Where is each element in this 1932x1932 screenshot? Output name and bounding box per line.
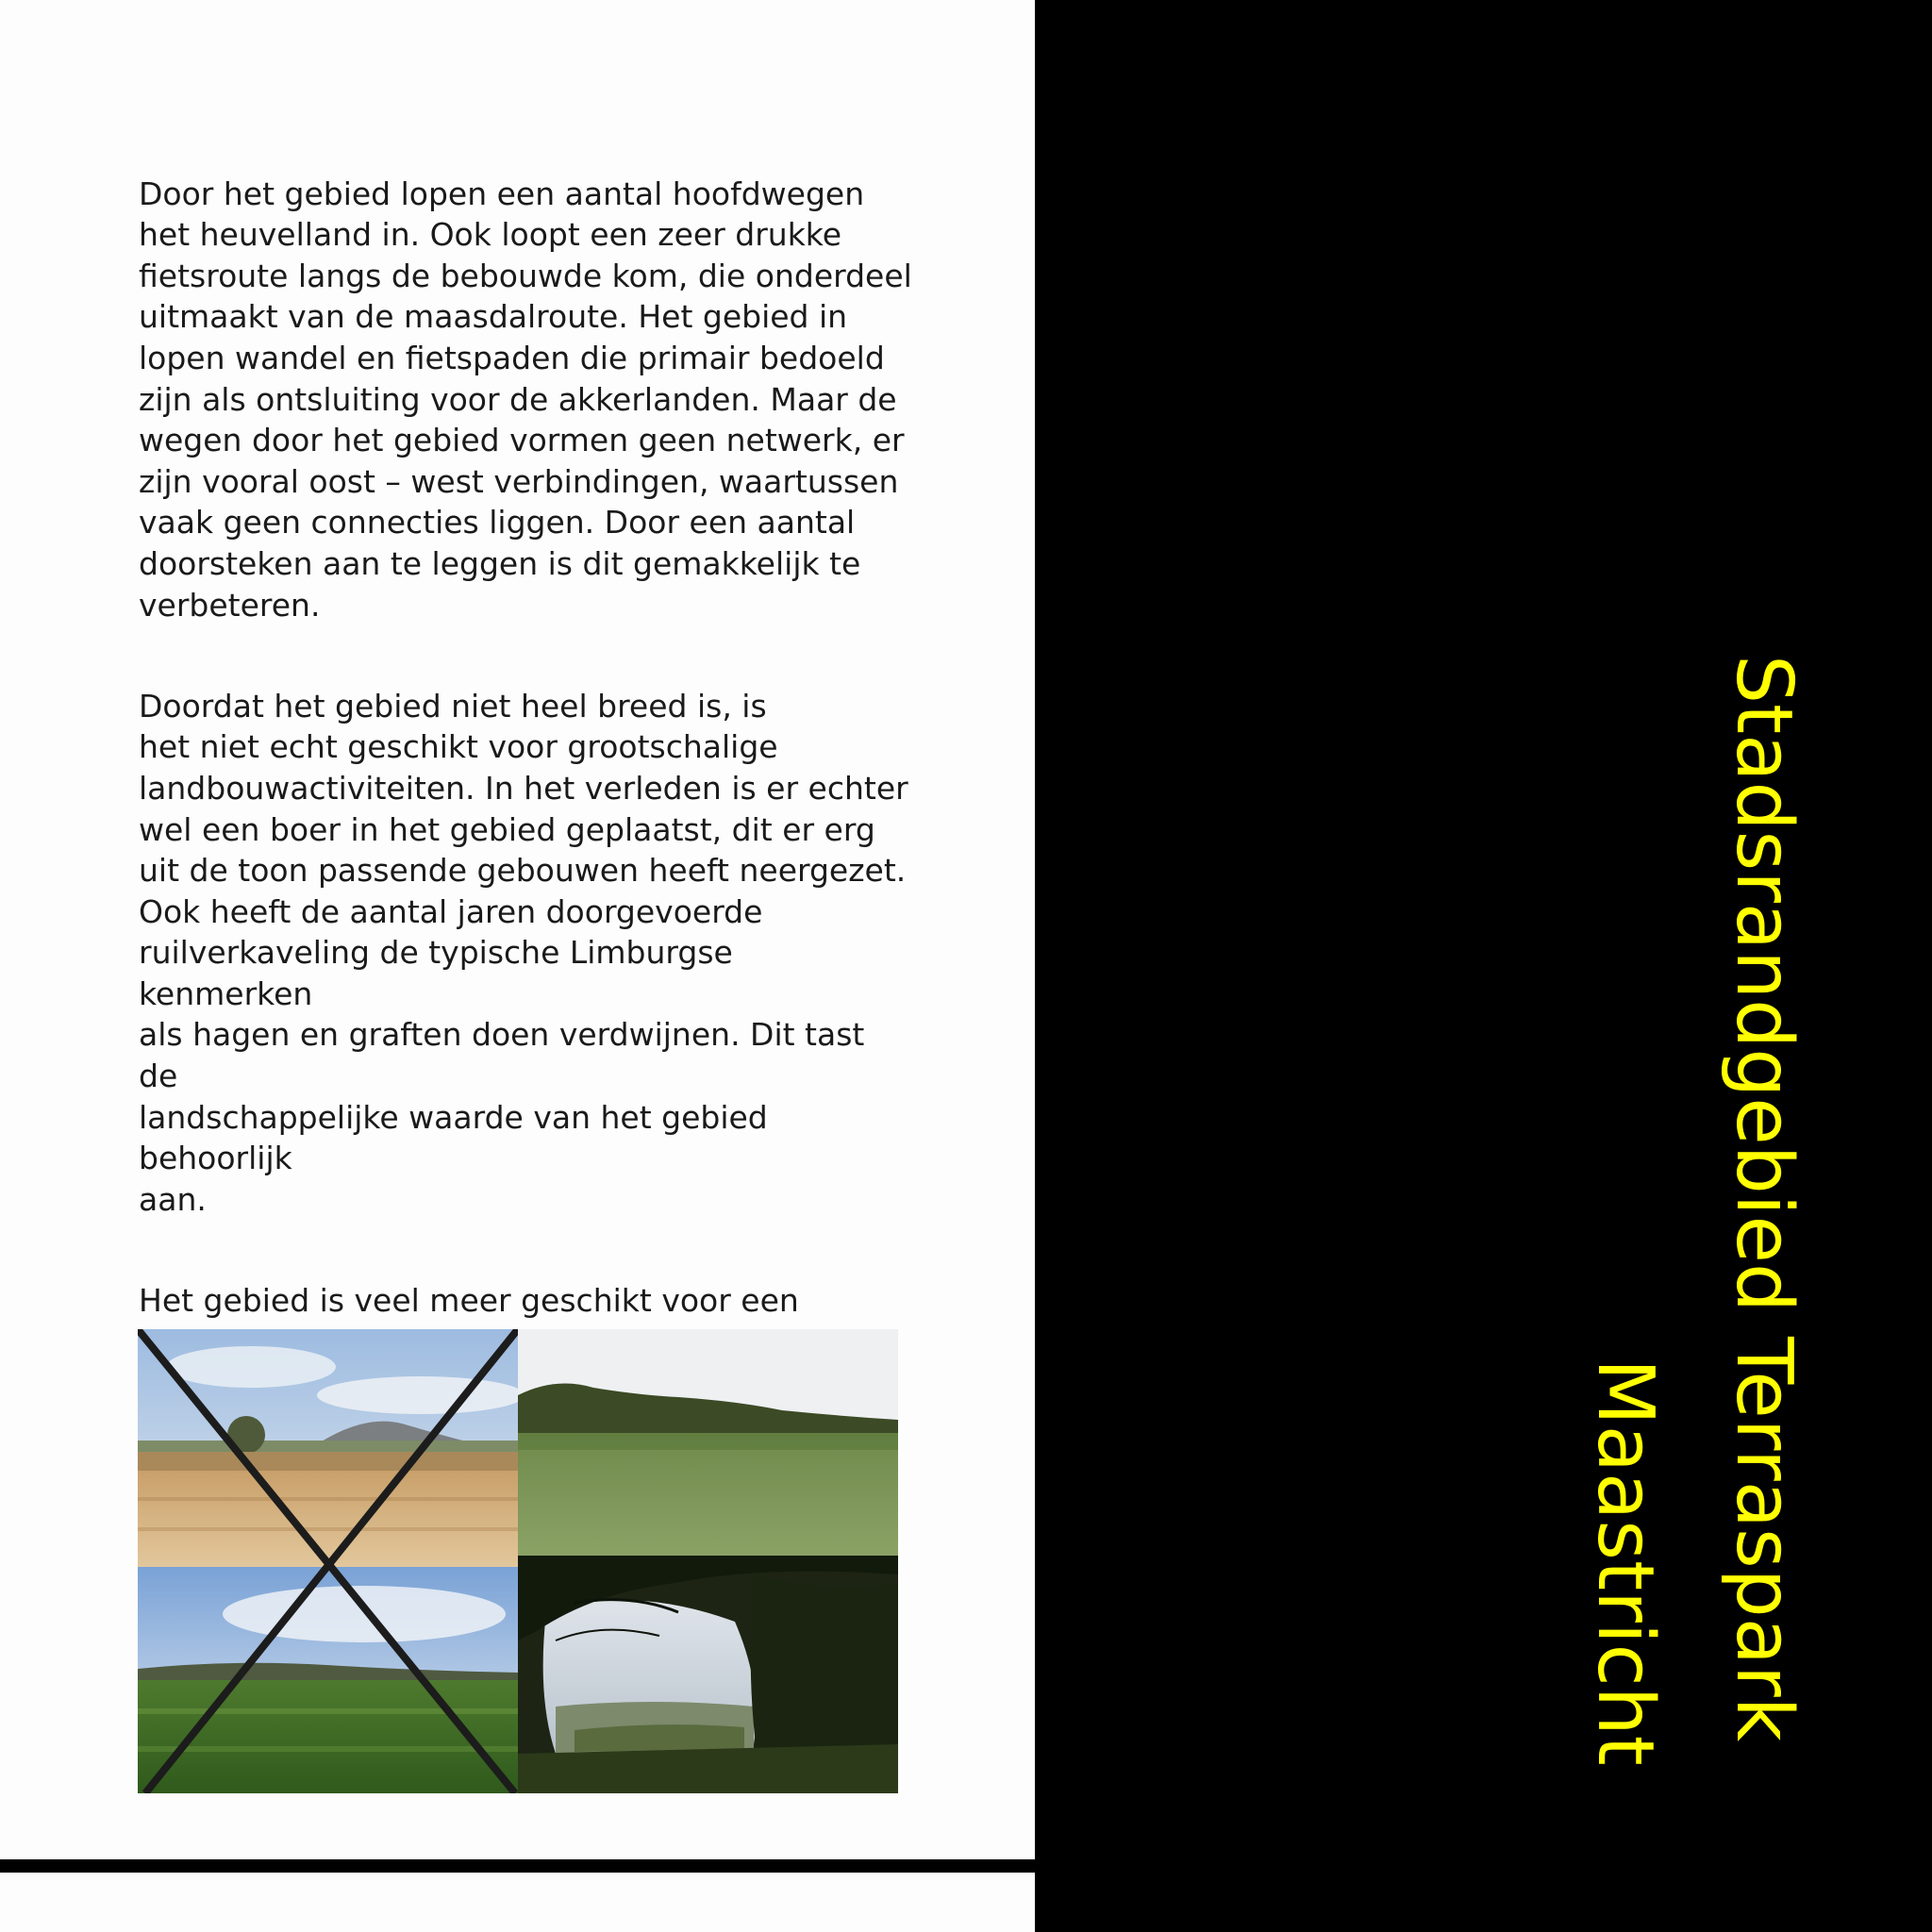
photo-green-meadow: [518, 1329, 898, 1556]
paragraph-2: Doordat het gebied niet heel breed is, is het niet echt geschikt voor grootschalige landbouwactiviteiten. In het verleden is er echter wel een boer in het gebied geplaatst, dit er erg uit de toon passende gebouwen heeft neergezet. Ook heeft de aantal jaren doorgevoerde ruilverkaveling de typische Limburgse kenmerken als hagen en graften doen verdwijnen. Dit tast de landschappelijke waarde van het gebied behoorlijk aan.: [139, 687, 908, 1218]
paragraph-1: Door het gebied lopen een aantal hoofdwegen het heuvelland in. Ook loopt een zeer drukke fietsroute langs de bebouwde kom, die onderdeel uitmaakt van de maasdalroute. Het gebied in lopen wandel en fietspaden die primair bedoeld zijn als ontsluiting voor de akkerlanden. Maar de wegen door het gebied vormen geen netwerk, er zijn vooral oost – west verbindingen, waartussen vaak geen connecties liggen. Door een aantal doorsteken aan te leggen is dit gemakkelijk te verbeteren.: [139, 175, 912, 624]
paragraph-3: Het gebied is veel meer geschikt voor een: [139, 1282, 799, 1320]
photo-grid: [138, 1329, 898, 1793]
bottom-rule: [0, 1859, 1035, 1873]
document-title: Stadsrandgebied Terraspark: [1719, 655, 1808, 1742]
cross-out-mark: [138, 1329, 518, 1793]
document-subtitle: Maastricht: [1580, 1358, 1670, 1766]
photo-view-through-trees: [518, 1556, 898, 1793]
